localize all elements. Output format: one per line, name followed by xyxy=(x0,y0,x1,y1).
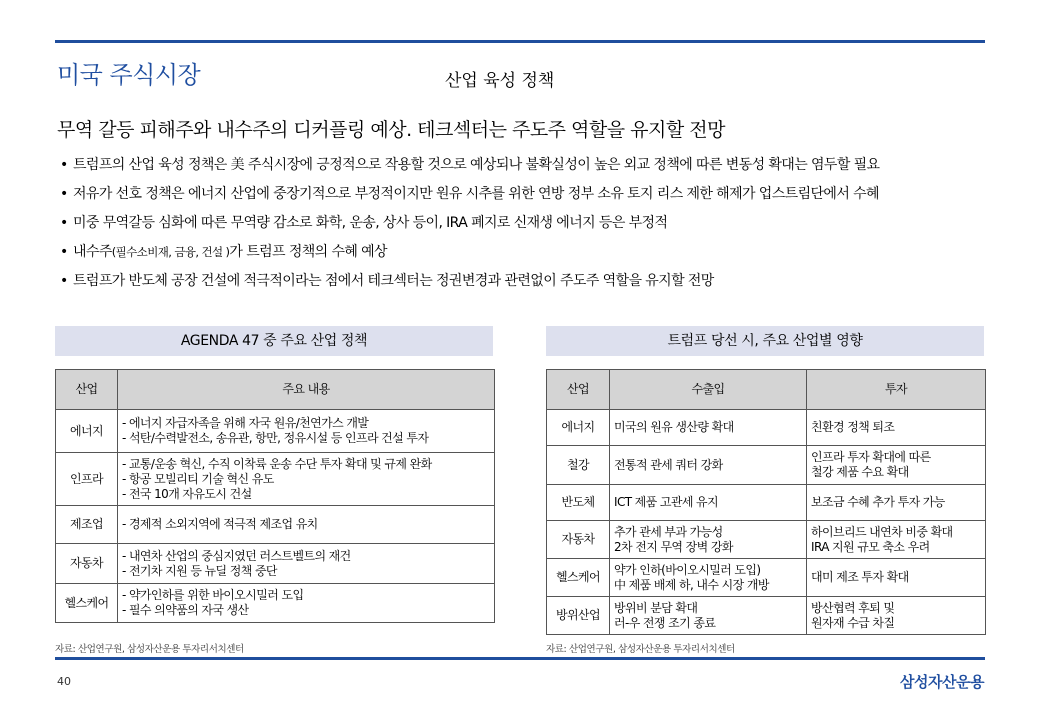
industry-cell: 에너지 xyxy=(56,410,118,453)
content-line: - 석탄/수력발전소, 송유관, 항만, 정유시설 등 인프라 건설 투자 xyxy=(122,431,429,445)
bullet-text: 트럼프의 산업 육성 정책은 美 주식시장에 긍정적으로 작용할 것으로 예상되나 불확실성이 높은 외교 정책에 따른 변동성 확대는 염두할 필요 xyxy=(73,157,880,173)
content-cell xyxy=(118,506,495,544)
industry-cell: 에너지 xyxy=(547,410,610,446)
trade-line: 러-우 전쟁 조기 종료 xyxy=(614,615,716,630)
bullet-item xyxy=(60,241,990,270)
table-row xyxy=(547,597,986,635)
content-cell xyxy=(118,410,495,453)
bullet-dot: • xyxy=(60,273,68,289)
table-row xyxy=(56,544,495,584)
trade-cell xyxy=(610,410,807,446)
trade-line: 방위비 분담 확대 xyxy=(614,600,698,615)
bullet-text-main: 내수주 xyxy=(73,244,112,260)
bullet-text: 미중 무역갈등 심화에 따른 무역량 감소로 화학, 운송, 상사 등이, IRA 폐지로 신재생 에너지 등은 부정적 xyxy=(73,215,668,231)
industry-cell: 헬스케어 xyxy=(56,584,118,623)
content-line: - 항공 모빌리티 기술 혁신 유도 xyxy=(122,471,274,486)
content-line: - 필수 의약품의 자국 생산 xyxy=(122,603,249,617)
bullet-dot: • xyxy=(60,244,68,260)
table-header-row xyxy=(56,370,495,410)
section-title: 미국 주식시장 xyxy=(57,61,201,89)
content-cell xyxy=(118,453,495,506)
brand-logo: 삼성자산운용 xyxy=(900,673,984,691)
investment-line: 원자재 수급 차질 xyxy=(811,615,895,630)
table-row xyxy=(56,506,495,544)
content-line: - 약가인하를 위한 바이오시밀러 도입 xyxy=(122,588,304,602)
investment-line: 친환경 정책 퇴조 xyxy=(811,420,895,434)
industry-cell: 반도체 xyxy=(547,485,610,521)
industry-cell: 자동차 xyxy=(56,544,118,584)
trade-cell xyxy=(610,559,807,597)
table-row xyxy=(547,446,986,485)
industry-cell: 방위산업 xyxy=(547,597,610,635)
content-cell xyxy=(118,544,495,584)
page-number: 40 xyxy=(57,675,71,688)
column-header-investment: 투자 xyxy=(807,370,986,410)
trade-line: 전통적 관세 쿼터 강화 xyxy=(614,457,723,472)
table-row xyxy=(56,453,495,506)
bullet-text-note: (필수소비재, 금융, 건설 ) xyxy=(111,245,230,259)
investment-line: 인프라 투자 확대에 따른 xyxy=(811,450,931,464)
industry-cell: 제조업 xyxy=(56,506,118,544)
trump-industry-impact-table xyxy=(546,369,986,635)
industry-cell: 인프라 xyxy=(56,453,118,506)
trade-line: 추가 관세 부과 가능성 xyxy=(614,524,723,539)
industry-cell: 자동차 xyxy=(547,521,610,559)
investment-cell xyxy=(807,485,986,521)
bullet-list xyxy=(60,154,990,299)
bullet-item xyxy=(60,212,990,241)
table-row xyxy=(547,410,986,446)
investment-cell xyxy=(807,446,986,485)
content-line: - 경제적 소외지역에 적극적 제조업 유치 xyxy=(122,517,318,531)
trade-line: 中 제품 배제 하, 내수 시장 개방 xyxy=(614,577,769,592)
investment-line: 방산협력 후퇴 및 xyxy=(811,600,895,615)
bullet-item xyxy=(60,183,990,212)
investment-line: 하이브리드 내연차 비중 확대 xyxy=(811,524,953,539)
agenda47-policy-table xyxy=(55,369,495,623)
trade-cell xyxy=(610,446,807,485)
table-row xyxy=(56,584,495,623)
right-table-source: 자료: 산업연구원, 삼성자산운용 투자리서치센터 xyxy=(546,644,735,655)
slide-topic: 산업 육성 정책 xyxy=(445,71,555,91)
left-table-source: 자료: 산업연구원, 삼성자산운용 투자리서치센터 xyxy=(55,644,244,655)
table-header-row xyxy=(547,370,986,410)
trade-cell xyxy=(610,597,807,635)
table-row xyxy=(547,559,986,597)
trade-line: ICT 제품 고관세 유지 xyxy=(614,495,719,509)
content-cell xyxy=(118,584,495,623)
left-table-title: AGENDA 47 중 주요 산업 정책 xyxy=(55,326,493,356)
table-row xyxy=(56,410,495,453)
column-header-industry: 산업 xyxy=(56,370,118,410)
bullet-dot: • xyxy=(60,186,68,202)
investment-cell xyxy=(807,521,986,559)
top-divider xyxy=(55,40,985,43)
investment-cell xyxy=(807,597,986,635)
table-row xyxy=(547,521,986,559)
content-line: - 전기차 지원 등 뉴딜 정책 중단 xyxy=(122,563,277,578)
column-header-trade: 수출입 xyxy=(610,370,807,410)
investment-cell xyxy=(807,559,986,597)
trade-line: 약가 인하(바이오시밀러 도입) xyxy=(614,562,761,577)
industry-cell: 헬스케어 xyxy=(547,559,610,597)
column-header-content: 주요 내용 xyxy=(118,370,495,410)
headline: 무역 갈등 피해주와 내수주의 디커플링 예상. 테크섹터는 주도주 역할을 유지할 전망 xyxy=(57,119,725,141)
bullet-text: 저유가 선호 정책은 에너지 산업에 중장기적으로 부정적이지만 원유 시추를 위한 연방 정부 소유 토지 리스 제한 해제가 업스트림단에서 수혜 xyxy=(73,186,879,202)
investment-line: 보조금 수혜 추가 투자 가능 xyxy=(811,495,945,509)
bottom-divider xyxy=(55,657,985,660)
table-row xyxy=(547,485,986,521)
column-header-industry: 산업 xyxy=(547,370,610,410)
content-line: - 내연차 산업의 중심지였던 러스트벨트의 재건 xyxy=(122,548,351,563)
content-line: - 에너지 자급자족을 위해 자국 원유/천연가스 개발 xyxy=(122,416,369,430)
investment-cell xyxy=(807,410,986,446)
bullet-dot: • xyxy=(60,215,68,231)
investment-line: 철강 제품 수요 확대 xyxy=(811,465,909,479)
content-line: - 전국 10개 자유도시 건설 xyxy=(122,486,252,501)
investment-line: 대미 제조 투자 확대 xyxy=(811,570,909,584)
industry-cell: 철강 xyxy=(547,446,610,485)
bullet-item xyxy=(60,270,990,299)
content-line: - 교통/운송 혁신, 수직 이착륙 운송 수단 투자 확대 및 규제 완화 xyxy=(122,456,432,471)
trade-cell xyxy=(610,521,807,559)
bullet-dot: • xyxy=(60,157,68,173)
bullet-text: 트럼프가 반도체 공장 건설에 적극적이라는 점에서 테크섹터는 정권변경과 관련없이 주도주 역할을 유지할 전망 xyxy=(73,273,714,289)
bullet-item xyxy=(60,154,990,183)
right-table-title: 트럼프 당선 시, 주요 산업별 영향 xyxy=(546,326,984,356)
trade-cell xyxy=(610,485,807,521)
trade-line: 미국의 원유 생산량 확대 xyxy=(614,420,734,434)
bullet-text-rest: 가 트럼프 정책의 수혜 예상 xyxy=(229,244,387,260)
trade-line: 2차 전지 무역 장벽 강화 xyxy=(614,539,733,554)
investment-line: IRA 지원 규모 축소 우려 xyxy=(811,539,930,554)
